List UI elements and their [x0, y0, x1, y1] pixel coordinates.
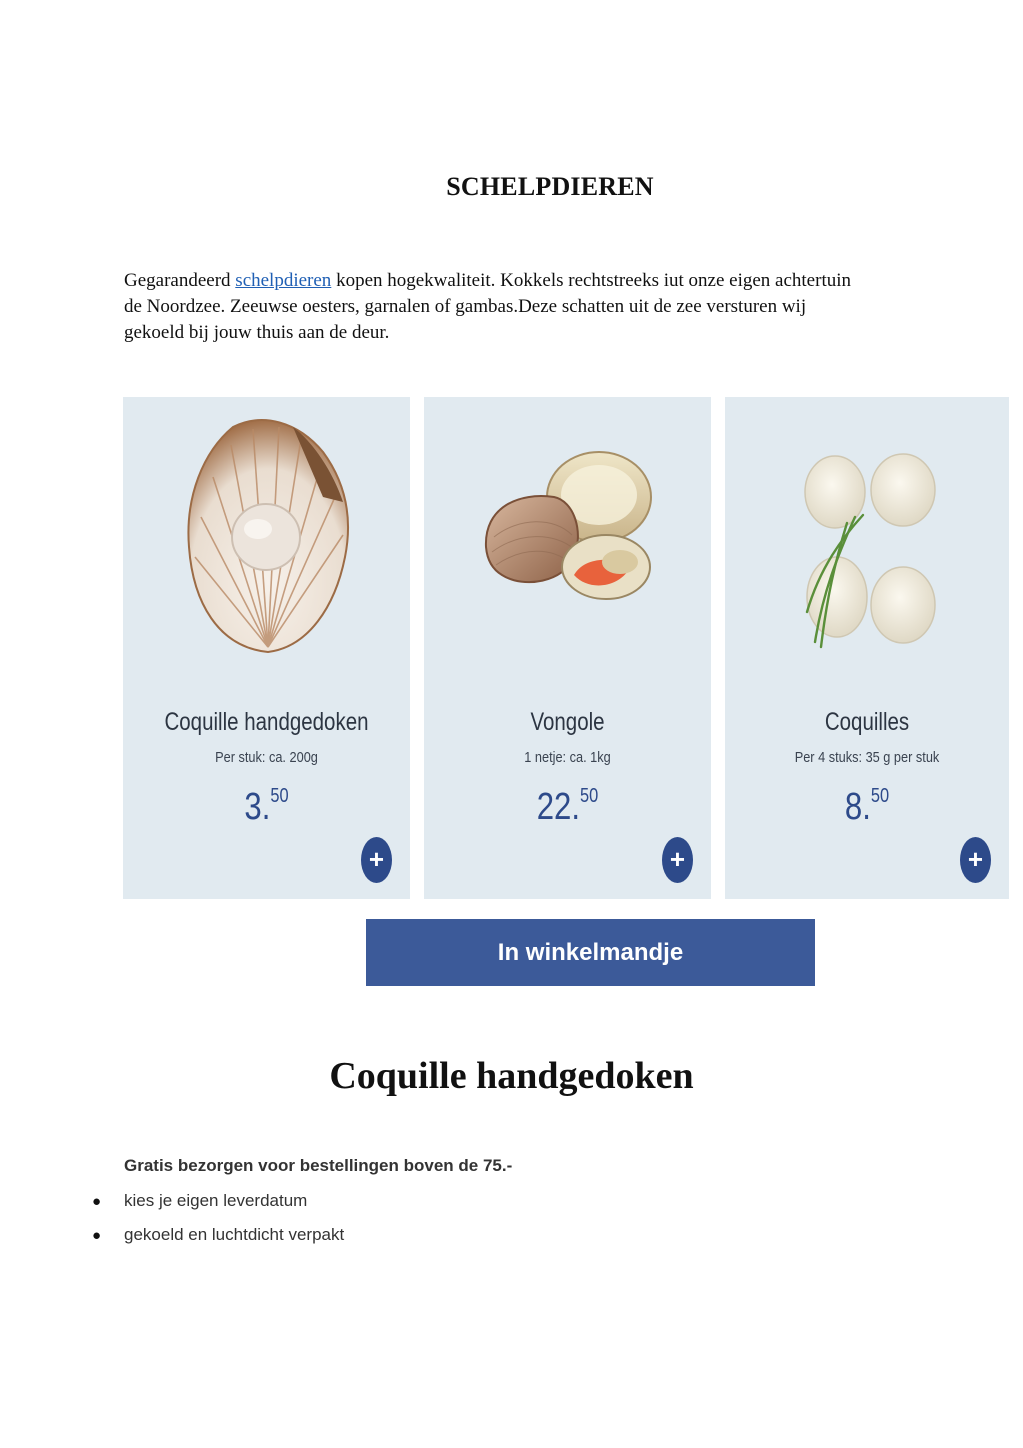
product-card-vongole — [424, 397, 711, 899]
price-cents: 50 — [270, 785, 289, 807]
schelpdieren-link[interactable]: schelpdieren — [235, 270, 332, 291]
product-subtitle: Per stuk: ca. 200g — [215, 749, 318, 766]
product-subtitle: Per 4 stuks: 35 g per stuk — [794, 749, 940, 766]
intro-paragraph — [124, 268, 864, 346]
product-name: Coquilles — [824, 708, 910, 736]
section-heading: Coquille handgedoken — [329, 1055, 694, 1097]
product-card-coquille-handgedoken — [123, 397, 410, 899]
add-to-basket-button[interactable]: In winkelmandje — [366, 919, 815, 986]
price-euro: 22 — [536, 786, 572, 828]
list-item — [92, 1224, 345, 1258]
product-subtitle: 1 netje: ca. 1kg — [524, 749, 611, 766]
add-to-cart-button[interactable]: + — [960, 837, 991, 883]
price-cents: 50 — [580, 785, 599, 807]
bullet-icon: ● — [92, 1193, 102, 1210]
page-title: SCHELPDIEREN — [446, 172, 654, 201]
add-to-cart-button[interactable]: + — [662, 837, 693, 883]
product-price: 3.50 — [244, 785, 289, 828]
product-card-coquilles — [725, 397, 1009, 899]
intro-text-after: kopen hogekwaliteit. Kokkels rechtstreeks iut onze eigen achtertuin de Noordzee. Zeeuwse oesters, garnalen of gambas.Deze schatten uit de zee versturen wij gekoeld bij jouw thuis aan de deur. — [124, 270, 852, 343]
price-cents: 50 — [870, 785, 890, 807]
bullet-icon: ● — [92, 1227, 102, 1244]
list-item — [92, 1190, 344, 1224]
product-price: 8.50 — [844, 785, 890, 828]
feature-list — [92, 1190, 345, 1258]
clam-image — [424, 397, 711, 687]
add-to-cart-button[interactable]: + — [361, 837, 392, 883]
delivery-note: Gratis bezorgen voor bestellingen boven de 75.- — [124, 1156, 513, 1175]
product-price: 22.50 — [536, 785, 599, 828]
intro-text-before: Gegarandeerd — [124, 270, 236, 291]
price-euro: 3 — [244, 786, 262, 828]
scallop-shell-image — [123, 397, 410, 687]
price-euro: 8 — [844, 786, 863, 828]
list-item-text: kies je eigen leverdatum — [124, 1191, 308, 1210]
list-item-text: gekoeld en luchtdicht verpakt — [124, 1225, 345, 1244]
product-name: Vongole — [530, 708, 605, 736]
product-name: Coquille handgedoken — [164, 708, 369, 736]
scallop-meat-image — [725, 397, 1009, 687]
